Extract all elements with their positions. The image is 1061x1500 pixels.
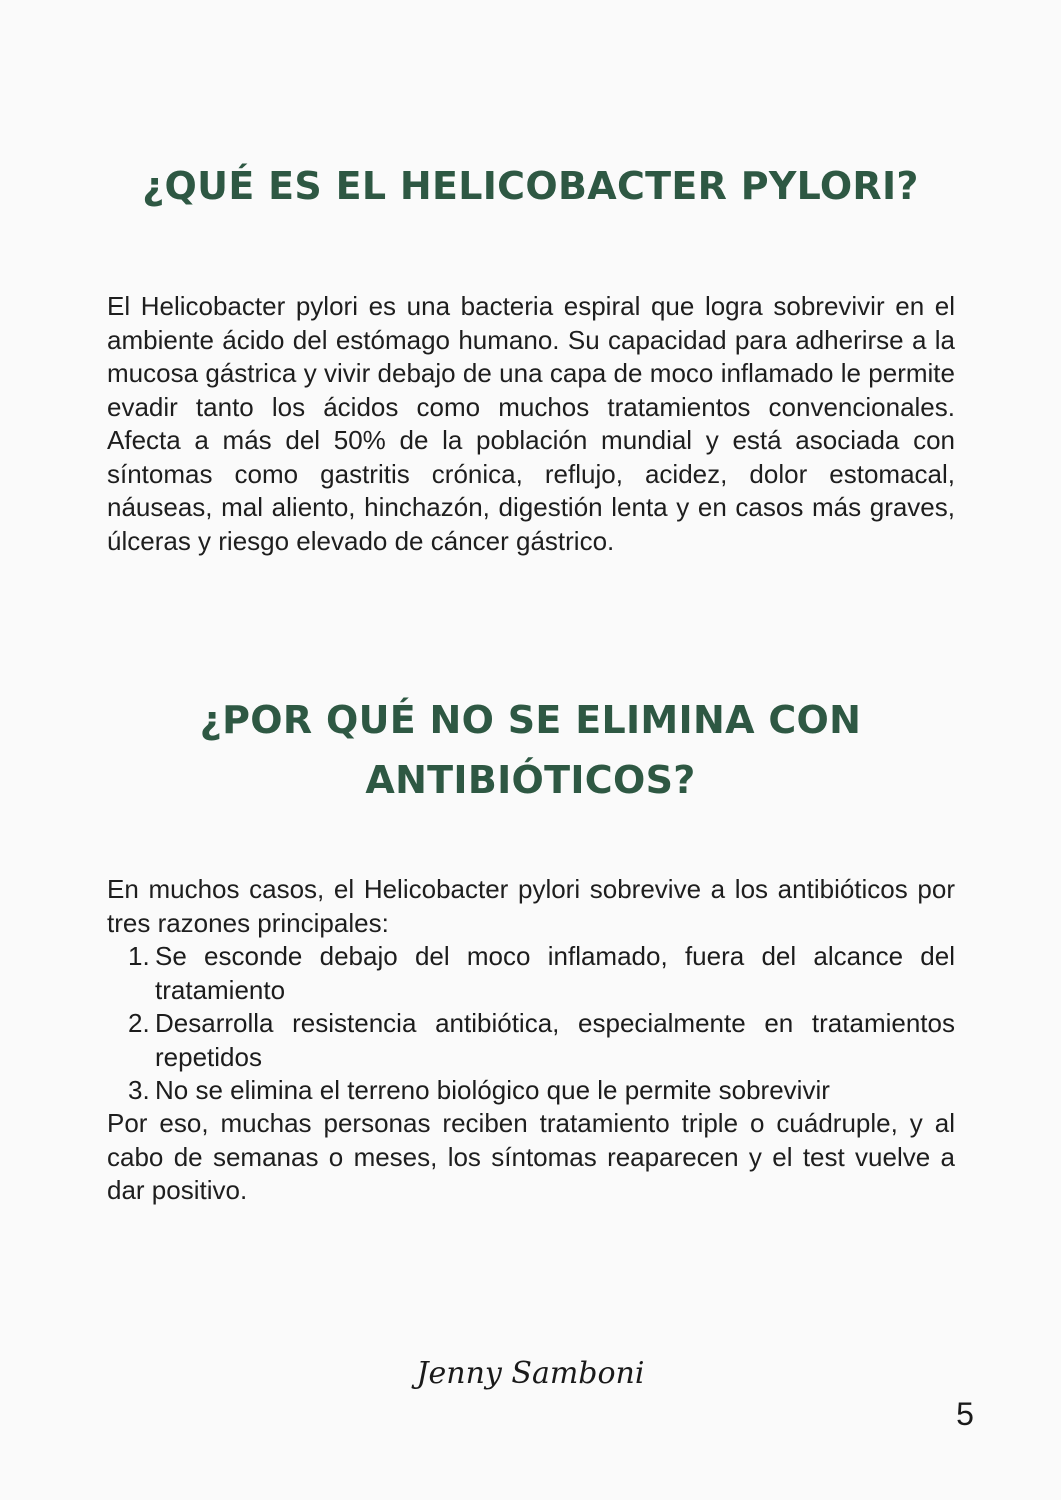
list-item [107,1007,955,1074]
section-title-line-2: ANTIBIÓTICOS? [365,758,696,802]
section-title-what-is: ¿QUÉ ES EL HELICOBACTER PYLORI? [142,164,919,208]
list-item-text: No se elimina el terreno biológico que le permite sobrevivir [155,1075,830,1105]
reasons-list [107,940,955,1108]
list-item-number: 3. [128,1075,150,1105]
page-number: 5 [956,1396,974,1432]
list-item [107,1074,955,1108]
list-item-text: Desarrolla resistencia antibiótica, especialmente en tratamientos repetidos [155,1008,955,1072]
list-item-number: 1. [128,941,150,971]
list-item-number: 2. [128,1008,150,1038]
section-title-line-1: ¿POR QUÉ NO SE ELIMINA CON [199,698,862,742]
author-signature: Jenny Samboni [416,1356,645,1391]
section-intro-why-not-eliminated: En muchos casos, el Helicobacter pylori sobrevive a los antibióticos por tres razones principales: [107,874,955,938]
section-conclusion: Por eso, muchas personas reciben tratamiento triple o cuádruple, y al cabo de semanas o meses, los síntomas reaparecen y el test vuelve a dar positivo. [107,1108,955,1205]
list-item-text: Se esconde debajo del moco inflamado, fuera del alcance del tratamiento [155,941,955,1005]
section-body-what-is: El Helicobacter pylori es una bacteria espiral que logra sobrevivir en el ambiente ácido del estómago humano. Su capacidad para adherirse a la mucosa gástrica y vivir debajo de una capa de moco inflamado le permite evadir tanto los ácidos como muchos tratamientos convencionales. Afecta a más del 50% de la población mundial y está asociada con síntomas como gastritis crónica, reflujo, acidez, dolor estomacal, náuseas, mal aliento, hinchazón, digestión lenta y en casos más graves, úlceras y riesgo elevado de cáncer gástrico. [107,291,955,556]
list-item [107,940,955,1007]
section-title-why-not-eliminated [0,690,1061,810]
